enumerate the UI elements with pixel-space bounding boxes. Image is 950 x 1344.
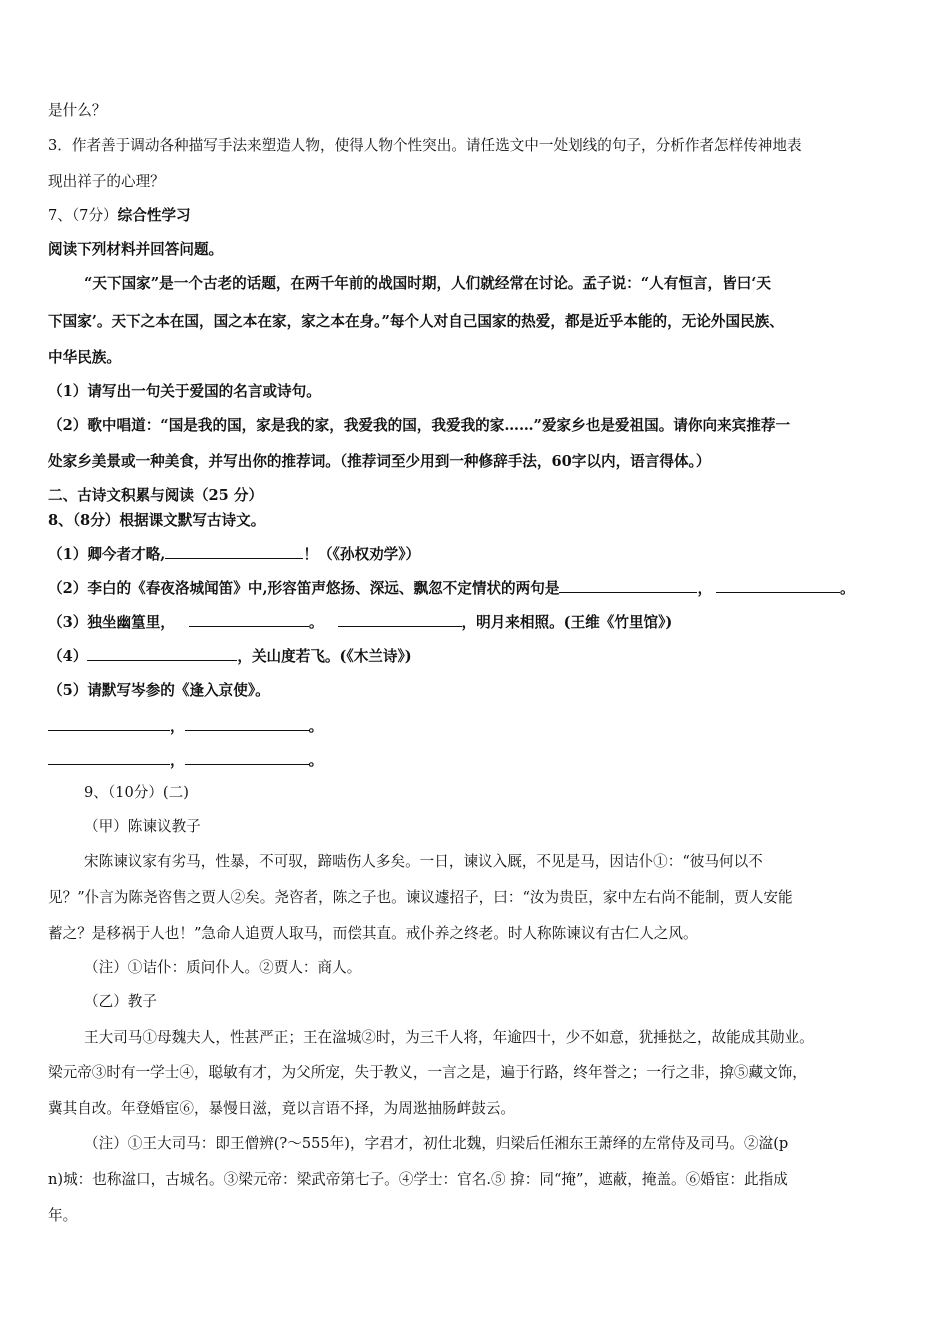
text-line: 阅读下列材料并回答问题。 [48, 241, 224, 258]
question-number: 7、（7分） [48, 207, 118, 224]
answer-blank[interactable] [189, 612, 309, 627]
note-line: （注）①王大司马：即王僧辨(?～555年)，字君才，初仕北魏，归梁后任湘东王萧绎的左常侍及司马。②湓(p [84, 1135, 789, 1152]
section-title: 综合性学习 [117, 207, 191, 224]
text-line: 是什么？ [48, 102, 107, 119]
punctuation: 。 [308, 718, 324, 735]
punctuation: 。 [308, 752, 324, 769]
prompt-text: （4） [48, 648, 88, 665]
text-line: 中华民族。 [48, 349, 121, 366]
text-line: 王大司马①母魏夫人，性甚严正；王在湓城②时，为三千人将，年逾四十，少不如意，犹捶挞之，故能成其勋业。 [84, 1029, 814, 1046]
punctuation: 。 [840, 580, 855, 597]
text-line: 处家乡美景或一种美食，并写出你的推荐词。（推荐词至少用到一种修辞手法，60字以内，语言得体。） [48, 453, 711, 470]
fill-line-2 [48, 578, 855, 599]
text-line: 现出祥子的心理？ [48, 173, 165, 190]
text-line: 冀其自改。年登婚宦⑥，暴慢日滋，竟以言语不择，为周逖抽肠衅鼓云。 [48, 1100, 516, 1117]
prompt-text: ，关山度若飞。(《木兰诗》) [237, 648, 412, 665]
note-line: （注）①诘仆：质问仆人。②贾人：商人。 [84, 959, 362, 976]
answer-blank[interactable] [48, 750, 170, 765]
text-line: （1）请写出一句关于爱国的名言或诗句。 [48, 383, 321, 400]
prompt-text: （1）卿今者才略, [48, 546, 166, 563]
text-line: 见？”仆言为陈尧咨售之贾人②矣。尧咨者，陈之子也。谏议遽招子，曰：“汝为贵臣，家中左右尚不能制，贾人安能 [48, 889, 793, 906]
answer-blank[interactable] [338, 612, 462, 627]
punctuation: ， [170, 718, 185, 735]
fill-line-5: （5）请默写岑参的《逢入京使》。 [48, 682, 270, 699]
answer-blank[interactable] [48, 716, 170, 731]
text-line: “天下国家”是一个古老的话题，在两千年前的战国时期，人们就经常在讨论。孟子说：“人有恒言，皆曰‘天 [84, 275, 771, 292]
prompt-text: ！（《孙权劝学》） [303, 546, 421, 563]
text-line: （2）歌中唱道：“国是我的国，家是我的家，我爱我的国，我爱我的家……”爱家乡也是爱祖国。请你向来宾推荐一 [48, 417, 791, 434]
question-7-heading [48, 206, 191, 226]
question-8-heading: 8、（8分）根据课文默写古诗文。 [48, 512, 266, 529]
prompt-text: ，明月来相照。(王维《竹里馆》) [461, 614, 673, 631]
fill-line-1 [48, 544, 420, 565]
passage-a-title: （甲）陈谏议教子 [84, 818, 201, 835]
passage-b-title: （乙）教子 [84, 993, 157, 1010]
note-line: 年。 [48, 1207, 78, 1224]
fill-line-4 [48, 646, 412, 667]
answer-blank[interactable] [185, 716, 309, 731]
question-9-heading: 9、（10分）(二) [84, 784, 189, 801]
prompt-text: （3）独坐幽篁里， [48, 614, 175, 631]
poem-line-2 [48, 750, 323, 771]
text-line: 蓄之？是移祸于人也！”急命人追贾人取马，而偿其直。戒仆养之终老。时人称陈谏议有古仁人之风。 [48, 925, 698, 942]
text-line: 3．作者善于调动各种描写手法来塑造人物，使得人物个性突出。请任选文中一处划线的句子，分析作者怎样传神地表 [48, 137, 802, 154]
punctuation: ， [697, 580, 713, 597]
answer-blank[interactable] [165, 544, 303, 559]
answer-blank[interactable] [87, 646, 237, 661]
answer-blank[interactable] [559, 578, 697, 593]
answer-blank[interactable] [185, 750, 309, 765]
fill-line-3 [48, 612, 672, 633]
text-line: 梁元帝③时有一学士④，聪敏有才，为父所宠，失于教义，一言之是，遍于行路，终年誉之；一行之非，揜⑤藏文饰， [48, 1064, 807, 1081]
punctuation: 。 [308, 614, 324, 631]
punctuation: ， [170, 752, 185, 769]
note-line: n)城：也称湓口，古城名。③梁元帝：梁武帝第七子。④学士：官名.⑤ 揜：同“掩”，遮蔽，掩盖。⑥婚宦：此指成 [48, 1171, 788, 1188]
text-line: 下国家’。天下之本在国，国之本在家，家之本在身。”每个人对自己国家的热爱，都是近乎本能的，无论外国民族、 [48, 313, 784, 330]
answer-blank[interactable] [716, 578, 840, 593]
section-heading: 二、古诗文积累与阅读（25 分） [48, 487, 264, 504]
text-line: 宋陈谏议家有劣马，性暴，不可驭，蹄啮伤人多矣。一日，谏议入厩，不见是马，因诘仆①：“彼马何以不 [84, 853, 763, 870]
prompt-text: （2）李白的《春夜洛城闻笛》中,形容笛声悠扬、深远、飘忽不定情状的两句是 [48, 580, 560, 597]
poem-line-1 [48, 716, 323, 737]
